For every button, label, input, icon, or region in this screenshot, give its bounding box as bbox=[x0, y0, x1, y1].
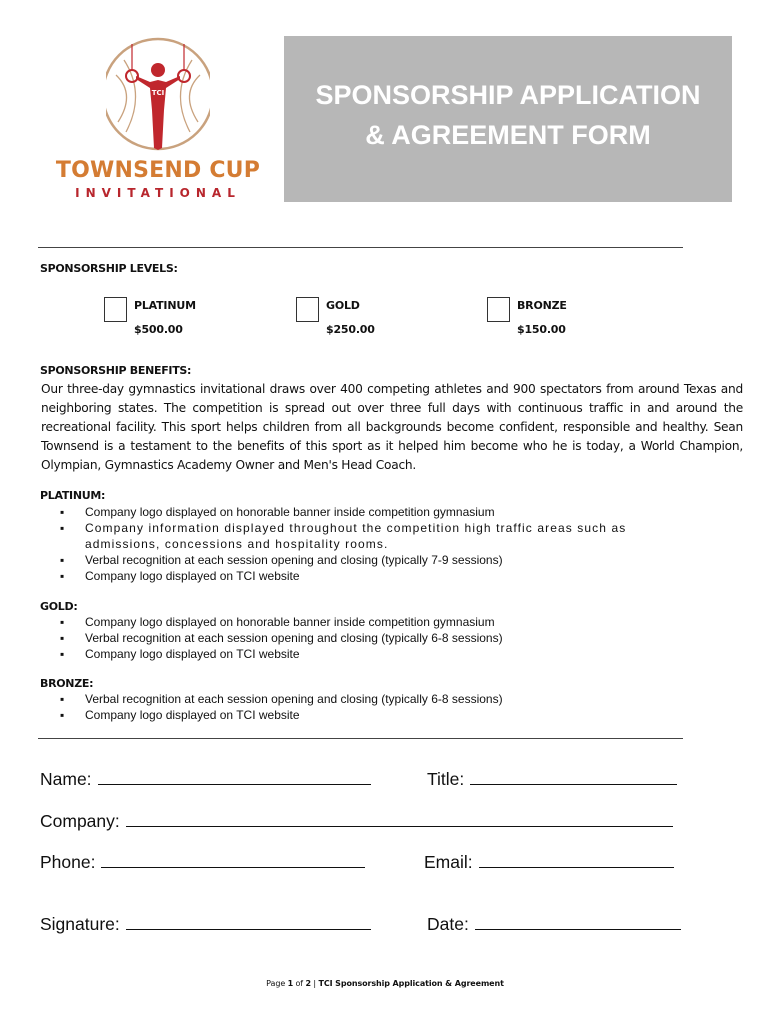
phone-input-line[interactable] bbox=[101, 851, 365, 868]
level-price: $150.00 bbox=[517, 323, 566, 336]
company-input-line[interactable] bbox=[126, 810, 673, 827]
phone-label: Phone: bbox=[40, 852, 96, 872]
tci-logo bbox=[52, 30, 264, 205]
form-title-line-1: SPONSORSHIP APPLICATION bbox=[315, 80, 701, 110]
footer-page-total: 2 bbox=[305, 979, 311, 988]
email-input-line[interactable] bbox=[479, 851, 674, 868]
divider-top bbox=[38, 247, 683, 248]
list-item: ▪ Company information displayed throughout the competition high traffic areas such as admissions, concessions and hospitality rooms. bbox=[60, 520, 660, 552]
phone-field[interactable] bbox=[40, 851, 365, 873]
form-title-line-2: & AGREEMENT FORM bbox=[365, 120, 651, 150]
list-item: ▪ Company logo displayed on TCI website bbox=[60, 568, 660, 584]
platinum-checkbox[interactable] bbox=[104, 297, 127, 322]
date-field[interactable] bbox=[427, 913, 681, 935]
list-item: ▪ Verbal recognition at each session opening and closing (typically 6-8 sessions) bbox=[60, 691, 503, 707]
email-label: Email: bbox=[424, 852, 473, 872]
list-item: ▪ Company logo displayed on honorable banner inside competition gymnasium bbox=[60, 614, 503, 630]
name-input-line[interactable] bbox=[98, 768, 371, 785]
title-input-line[interactable] bbox=[470, 768, 677, 785]
logo-subtitle: INVITATIONAL bbox=[75, 186, 241, 200]
sponsorship-levels-label: SPONSORSHIP LEVELS: bbox=[40, 262, 178, 275]
list-item: ▪ Verbal recognition at each session opening and closing (typically 6-8 sessions) bbox=[60, 630, 503, 646]
company-label: Company: bbox=[40, 811, 120, 831]
level-name: BRONZE bbox=[517, 299, 567, 312]
bronze-checkbox[interactable] bbox=[487, 297, 510, 322]
footer-document-title: TCI Sponsorship Application & Agreement bbox=[318, 979, 504, 988]
bronze-benefits-list bbox=[60, 691, 503, 723]
footer-separator: | bbox=[313, 979, 317, 988]
title-label: Title: bbox=[427, 769, 465, 789]
list-item: ▪ Company logo displayed on TCI website bbox=[60, 646, 503, 662]
signature-input-line[interactable] bbox=[126, 913, 371, 930]
bronze-benefits-label: BRONZE: bbox=[40, 677, 94, 690]
date-label: Date: bbox=[427, 914, 469, 934]
company-field[interactable] bbox=[40, 810, 673, 832]
title-field[interactable] bbox=[427, 768, 677, 790]
list-item: ▪ Company logo displayed on honorable banner inside competition gymnasium bbox=[60, 504, 660, 520]
platinum-benefits-label: PLATINUM: bbox=[40, 489, 106, 502]
name-field[interactable] bbox=[40, 768, 371, 790]
footer-page-word: Page bbox=[266, 979, 286, 988]
date-input-line[interactable] bbox=[475, 913, 681, 930]
email-field[interactable] bbox=[424, 851, 674, 873]
gold-benefits-list bbox=[60, 614, 503, 662]
gold-checkbox[interactable] bbox=[296, 297, 319, 322]
footer-of-word: of bbox=[295, 979, 304, 988]
list-item: ▪ Verbal recognition at each session opening and closing (typically 7-9 sessions) bbox=[60, 552, 660, 568]
platinum-benefits-list bbox=[60, 504, 660, 584]
logo-name: TOWNSEND CUP bbox=[55, 158, 261, 183]
level-price: $500.00 bbox=[134, 323, 183, 336]
divider-bottom bbox=[38, 738, 683, 739]
signature-field[interactable] bbox=[40, 913, 371, 935]
signature-label: Signature: bbox=[40, 914, 120, 934]
gymnast-ring-emblem-icon bbox=[106, 30, 210, 158]
level-name: PLATINUM bbox=[134, 299, 196, 312]
sponsorship-benefits-label: SPONSORSHIP BENEFITS: bbox=[40, 364, 192, 377]
level-price: $250.00 bbox=[326, 323, 375, 336]
footer-page-number: 1 bbox=[287, 979, 294, 988]
svg-text:TCI: TCI bbox=[151, 89, 165, 97]
page-footer bbox=[0, 979, 770, 988]
gold-benefits-label: GOLD: bbox=[40, 600, 78, 613]
name-label: Name: bbox=[40, 769, 92, 789]
title-banner bbox=[284, 36, 732, 202]
list-item: ▪ Company logo displayed on TCI website bbox=[60, 707, 503, 723]
level-name: GOLD bbox=[326, 299, 360, 312]
benefits-intro-paragraph: Our three-day gymnastics invitational draws over 400 competing athletes and 900 spectators from around Texas and neighboring states. The competition is spread out over three full days with continuous traffic in and around the recreational facility. This sport helps children from all backgrounds become confident, responsible and healthy. Sean Townsend is a testament to the benefits of this sport as it helped him become who he is today, a World Champion, Olympian, Gymnastics Academy Owner and Men's Head Coach. bbox=[41, 382, 743, 472]
